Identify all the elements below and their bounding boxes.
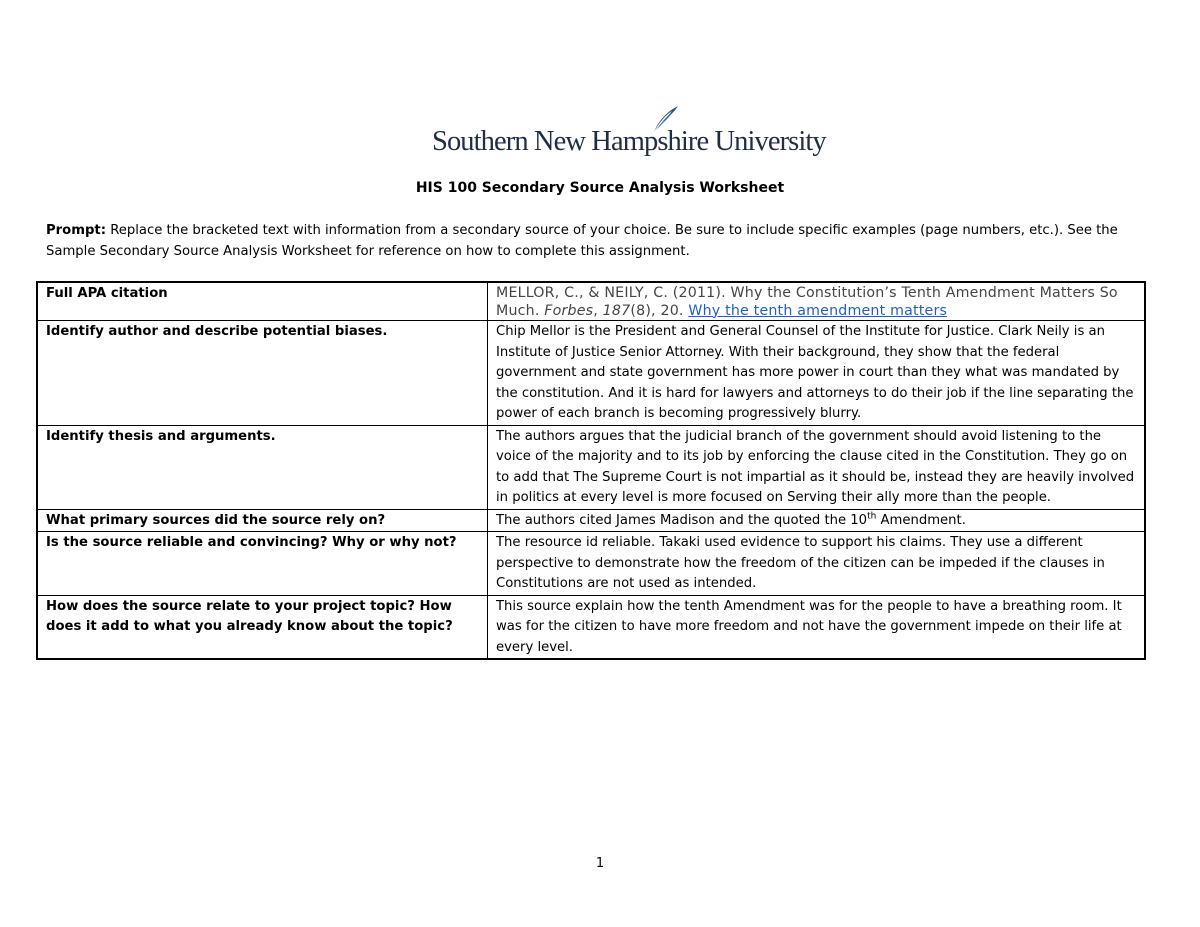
page-number: 1 <box>595 856 605 871</box>
answer-text: The authors cited James Madison and the quoted the 10 <box>496 512 868 528</box>
answer-cell: The resource id reliable. Takaki used evidence to support his claims. They use a different perspective to demonstrate how the freedom of the citizen can be impeded if the clauses in Constitutions are not used as intended. <box>488 532 1146 596</box>
worksheet-table <box>36 281 1146 660</box>
answer-cell: Chip Mellor is the President and General Counsel of the Institute for Justice. Clark Neily is an Institute of Justice Senior Attorney. With their background, they show that the federal government and state government has more power in court than they what was mandated by the constitution. And it is hard for lawyers and attorneys to do their job if the line separating the power of each branch is becoming progressively blurry. <box>488 321 1146 426</box>
citation-link[interactable]: Why the tenth amendment matters <box>688 302 948 319</box>
prompt-paragraph <box>46 220 1146 262</box>
table-row <box>37 532 1145 596</box>
prompt-text: Replace the bracketed text with information from a secondary source of your choice. Be sure to include specific examples (page numbers, etc.). See the Sample Secondary Source Analysis Worksheet for reference on how to complete this assignment. <box>46 223 1118 259</box>
table-row <box>37 282 1145 321</box>
answer-cell <box>488 282 1146 321</box>
citation-issue-pages: (8), 20. <box>630 302 689 319</box>
table-row <box>37 595 1145 659</box>
university-logo <box>432 104 826 164</box>
answer-cell: The authors argues that the judicial branch of the government should avoid listening to the voice of the majority and to its job by enforcing the clause cited in the Constitution. They go on to add that The Supreme Court is not impartial as it should be, instead they are heavily involved in politics at every level is more focused on Serving their ally more than the people. <box>488 425 1146 509</box>
table-row <box>37 509 1145 532</box>
apa-citation <box>496 284 1136 320</box>
question-cell: Identify thesis and arguments. <box>37 425 488 509</box>
answer-cell: This source explain how the tenth Amendment was for the people to have a breathing room. It was for the citizen to have more freedom and not have the government impede on their life at every level. <box>488 595 1146 659</box>
citation-separator: , <box>593 302 603 319</box>
question-cell: How does the source relate to your project topic? How does it add to what you already know about the topic? <box>37 595 488 659</box>
question-cell: Is the source reliable and convincing? Why or why not? <box>37 532 488 596</box>
citation-authors-title: MELLOR, C., & NEILY, C. (2011). Why the Constitution’s Tenth Amendment Matters So Much. <box>496 285 1118 319</box>
answer-cell <box>488 509 1146 532</box>
question-cell: Identify author and describe potential biases. <box>37 321 488 426</box>
table-row <box>37 425 1145 509</box>
prompt-label: Prompt: <box>46 223 106 238</box>
citation-journal: Forbes <box>544 302 594 319</box>
answer-text-end: Amendment. <box>876 512 966 528</box>
worksheet-title: HIS 100 Secondary Source Analysis Worksheet <box>415 180 785 196</box>
superscript-th: th <box>867 511 877 522</box>
university-wordmark: Southern New Hampshire University <box>432 126 826 157</box>
table-row <box>37 321 1145 426</box>
citation-volume: 187 <box>602 302 631 319</box>
question-cell: What primary sources did the source rely on? <box>37 509 488 532</box>
question-cell: Full APA citation <box>37 282 488 321</box>
